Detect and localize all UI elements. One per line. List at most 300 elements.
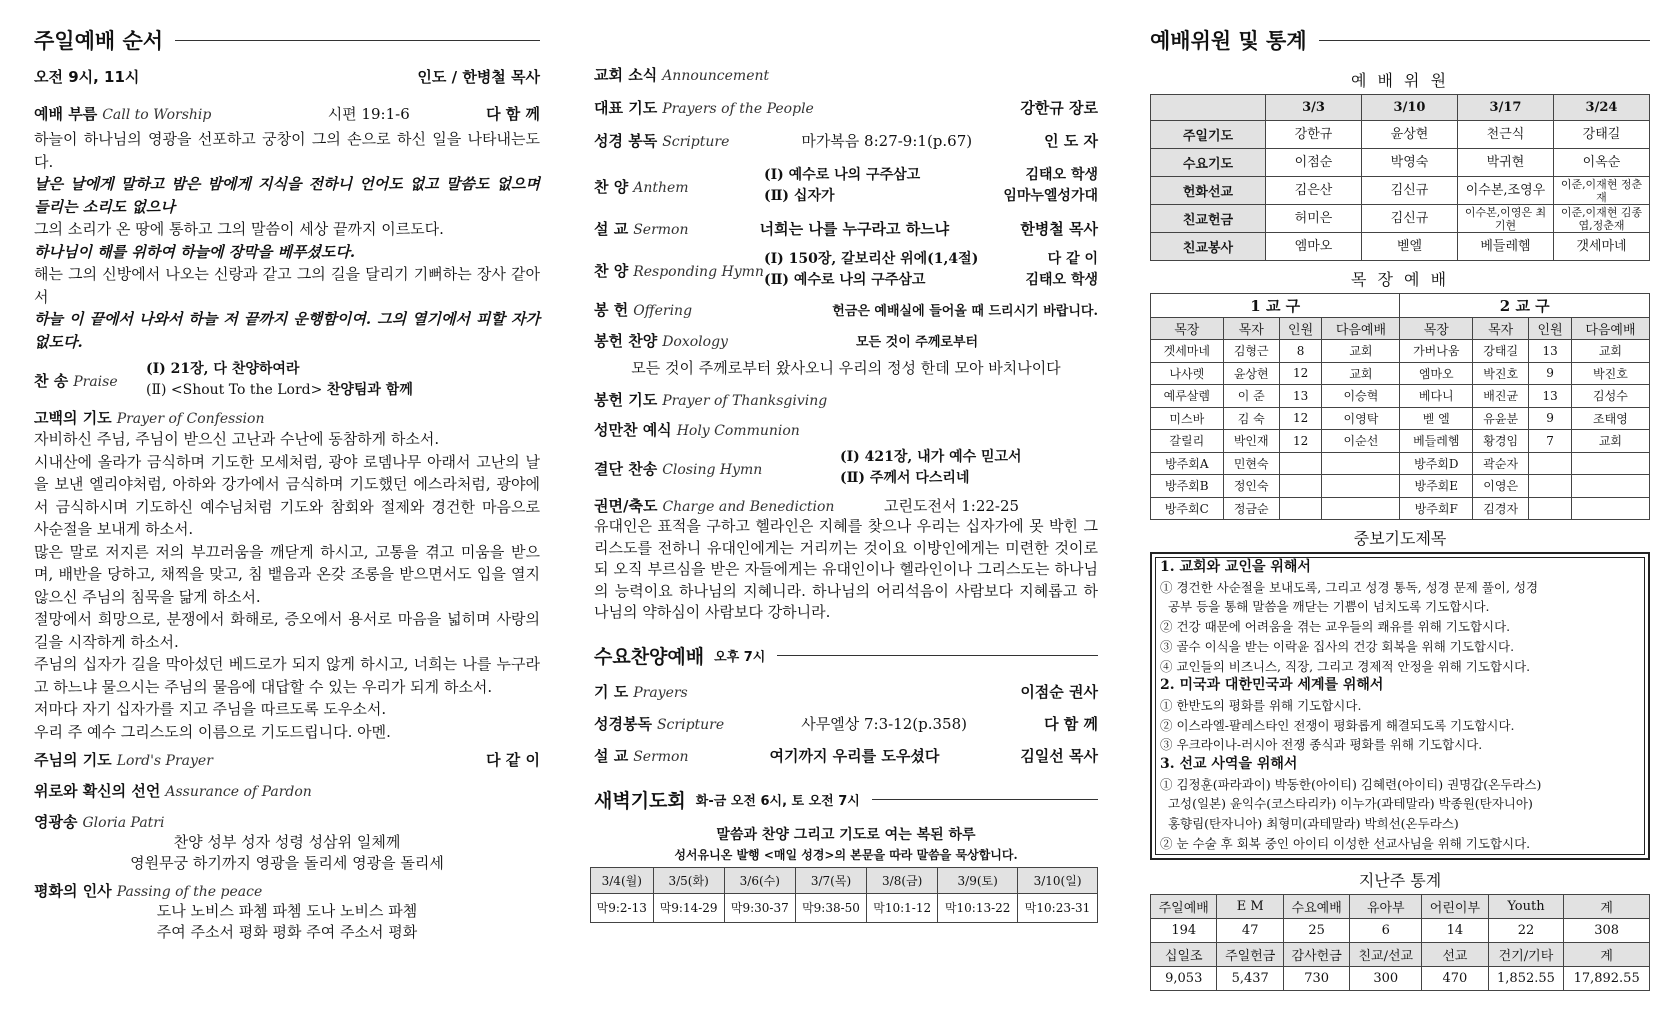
cell-value bbox=[1529, 475, 1572, 498]
cell-value: 방주회D bbox=[1400, 452, 1473, 475]
lords-who: 다 같 이 bbox=[486, 751, 540, 769]
scripture-who: 인 도 자 bbox=[1044, 132, 1098, 150]
prayer-line: ① 김정훈(파라과이) 박동한(아이티) 김혜련(아이티) 권명갑(온두라스) bbox=[1160, 776, 1542, 792]
closing-2: (Ⅱ) 주께서 다스리네 bbox=[840, 470, 970, 486]
offering-en: Offering bbox=[633, 302, 693, 319]
cell-row bbox=[1151, 430, 1650, 453]
prayer-line: 공부 등을 통해 말씀을 깨닫는 기쁨이 넘치도록 기도합시다. bbox=[1160, 599, 1490, 615]
dawn-heading-text: 새벽기도회 bbox=[594, 790, 686, 812]
committee-row bbox=[1151, 177, 1650, 205]
closing-label: 결단 찬송 bbox=[594, 459, 658, 478]
stats-value: 194 bbox=[1151, 918, 1217, 942]
gloria-text bbox=[34, 832, 540, 874]
cell-value: 나사렛 bbox=[1151, 362, 1224, 385]
dawn-day: 3/10(일) bbox=[1018, 867, 1098, 893]
thanks-label: 봉헌 기도 bbox=[594, 391, 658, 409]
anthem-en: Anthem bbox=[633, 179, 689, 196]
committee-role: 친교헌금 bbox=[1151, 205, 1266, 233]
committee-row bbox=[1151, 205, 1650, 233]
confession-prayer-text bbox=[34, 428, 540, 743]
cell-value: 12 bbox=[1279, 430, 1322, 453]
cell-value: 정인숙 bbox=[1223, 475, 1279, 498]
prayer-line: ③ 우크라이나-러시아 전쟁 종식과 평화를 위해 기도합시다. bbox=[1160, 737, 1483, 753]
wed-sermon-en: Sermon bbox=[633, 749, 689, 765]
cell-value: 9 bbox=[1529, 362, 1572, 385]
dawn-day: 3/9(토) bbox=[938, 867, 1018, 893]
committee-name: 김신규 bbox=[1362, 205, 1458, 233]
dawn-ref: 막10:13-22 bbox=[938, 893, 1018, 922]
cell-value: 박진호 bbox=[1473, 362, 1529, 385]
cell-value: 유윤분 bbox=[1473, 407, 1529, 430]
cell-value: 7 bbox=[1529, 430, 1572, 453]
cell-row bbox=[1151, 340, 1650, 363]
service-time-row bbox=[34, 66, 540, 87]
committee-date: 3/3 bbox=[1266, 95, 1362, 121]
psalm-verse: 그의 소리가 온 땅에 통하고 그의 말씀이 세상 끝까지 이르도다. bbox=[34, 220, 444, 238]
committee-name: 박영숙 bbox=[1362, 149, 1458, 177]
wed-prayer-en: Prayers bbox=[633, 685, 688, 701]
cell-value: 베다니 bbox=[1400, 385, 1473, 408]
cell-value: 이순선 bbox=[1322, 430, 1400, 453]
committee-date: 3/17 bbox=[1458, 95, 1554, 121]
resp-1: (Ⅰ) 150장, 갈보리산 위에(1,4절) bbox=[764, 251, 979, 267]
stats-header: 감사헌금 bbox=[1283, 942, 1349, 966]
dawn-day: 3/7(목) bbox=[795, 867, 866, 893]
committee-and-stats-column bbox=[1150, 20, 1650, 991]
committee-name: 이준,이재현 정춘재 bbox=[1554, 177, 1650, 205]
committee-name: 이점순 bbox=[1266, 149, 1362, 177]
cell-value: 가버나움 bbox=[1400, 340, 1473, 363]
assurance-label: 위로와 확신의 선언 bbox=[34, 782, 161, 800]
praise-team: 찬양팀과 함께 bbox=[326, 382, 413, 398]
wed-scripture-ref: 사무엘상 7:3-12(p.358) bbox=[801, 715, 967, 733]
doxology-label: 봉헌 찬양 bbox=[594, 331, 658, 350]
closing-hymn-row bbox=[594, 445, 1098, 491]
cell-value: 강태길 bbox=[1473, 340, 1529, 363]
cell-header-row bbox=[1151, 318, 1650, 340]
committee-name: 윤상현 bbox=[1362, 121, 1458, 149]
committee-date: 3/24 bbox=[1554, 95, 1650, 121]
prayer-line: 3. 선교 사역을 위해서 bbox=[1160, 756, 1298, 773]
passing-peace bbox=[34, 880, 540, 901]
dawn-ref: 막10:23-31 bbox=[1018, 893, 1098, 922]
stats-header: 건기/기타 bbox=[1488, 942, 1564, 966]
wed-time: 오후 7시 bbox=[714, 650, 766, 665]
district-2: 2 교 구 bbox=[1400, 294, 1650, 318]
committee-role: 수요기도 bbox=[1151, 149, 1266, 177]
peace-en: Passing of the peace bbox=[116, 884, 263, 900]
cell-value: 김경자 bbox=[1473, 497, 1529, 520]
committee-row bbox=[1151, 121, 1650, 149]
stats-value: 9,053 bbox=[1151, 966, 1217, 990]
doxology-title: 모든 것이 주께로부터 bbox=[856, 334, 979, 350]
peace-line-2: 주여 주소서 평화 평화 주여 주소서 평화 bbox=[156, 923, 418, 941]
scripture-row bbox=[594, 130, 1098, 163]
responding-hymn-row bbox=[594, 247, 1098, 293]
cell-col-header: 목자 bbox=[1473, 318, 1529, 340]
committee-role: 친교봉사 bbox=[1151, 233, 1266, 261]
dawn-day: 3/6(수) bbox=[724, 867, 795, 893]
stats-title: 지난주 통계 bbox=[1358, 870, 1442, 890]
dawn-ref: 막10:1-12 bbox=[867, 893, 938, 922]
cell-col-header: 인원 bbox=[1529, 318, 1572, 340]
committee-rule bbox=[1319, 40, 1650, 41]
committee-row bbox=[1151, 233, 1650, 261]
service-leader: 인도 / 한병철 목사 bbox=[417, 68, 540, 86]
committee-table bbox=[1150, 94, 1650, 261]
confession-paragraph: 저마다 자기 십자가를 지고 주님을 따르도록 도우소서. bbox=[34, 700, 387, 718]
stats-header-row bbox=[1151, 942, 1650, 966]
stats-header: Youth bbox=[1488, 894, 1564, 918]
prayer-line: 고성(일본) 윤익수(코스타리카) 이누가(과테말라) 박종원(탄자니아) bbox=[1160, 796, 1533, 812]
dawn-rule bbox=[872, 799, 1098, 800]
confession-header bbox=[34, 407, 540, 428]
doxology-en: Doxology bbox=[662, 333, 728, 350]
cell-value: 12 bbox=[1279, 362, 1322, 385]
cell-row bbox=[1151, 385, 1650, 408]
stats-value: 6 bbox=[1350, 918, 1422, 942]
offering-label: 봉 헌 bbox=[594, 300, 629, 319]
confession-paragraph: 절망에서 희망으로, 분쟁에서 화해로, 증오에서 용서로 마음을 넓히며 사랑의 길을 시작하게 하소서. bbox=[34, 610, 540, 651]
cell-value: 황경임 bbox=[1473, 430, 1529, 453]
cell-worship-title: 목 장 예 배 bbox=[1350, 270, 1450, 289]
wed-prayer-row bbox=[594, 676, 1098, 708]
cell-value: 예루살렘 bbox=[1151, 385, 1224, 408]
dawn-ref: 막9:38-50 bbox=[795, 893, 866, 922]
call-ref: 시편 19:1-6 bbox=[327, 105, 410, 123]
cell-value: 윤상현 bbox=[1223, 362, 1279, 385]
committee-name: 강한규 bbox=[1266, 121, 1362, 149]
news-label: 교회 소식 bbox=[594, 66, 658, 84]
cell-value: 이영탁 bbox=[1322, 407, 1400, 430]
cell-value: 갈릴리 bbox=[1151, 430, 1224, 453]
stats-value: 300 bbox=[1350, 966, 1422, 990]
stats-header: 십일조 bbox=[1151, 942, 1217, 966]
sermon-en: Sermon bbox=[633, 221, 689, 238]
bene-label: 권면/축도 bbox=[594, 497, 658, 515]
stats-value-row bbox=[1151, 918, 1650, 942]
gloria-label: 영광송 bbox=[34, 813, 78, 831]
committee-name: 이수본,이영은 최기현 bbox=[1458, 205, 1554, 233]
wed-rule bbox=[777, 655, 1098, 656]
cell-col-header: 다음예배 bbox=[1571, 318, 1649, 340]
wed-sermon-who: 김일선 목사 bbox=[1020, 747, 1098, 765]
dawn-reading-table bbox=[590, 867, 1098, 923]
stats-value: 25 bbox=[1283, 918, 1349, 942]
cell-value: 김 숙 bbox=[1223, 407, 1279, 430]
psalm-responsive-reading bbox=[34, 128, 540, 353]
doxology-row bbox=[594, 325, 1098, 355]
committee-name: 이수본,조영우 bbox=[1458, 177, 1554, 205]
peace-text bbox=[34, 901, 540, 943]
benediction-text: 유대인은 표적을 구하고 헬라인은 지혜를 찾으나 우리는 십자가에 못 박힌 그리스도를 전하니 유대인에게는 거리끼는 것이요 이방인에게는 미련한 것이로되 오직 부르심을 받은 자들에게는 유대인이나 헬라인이나 그리스도는 하나님의 능력이요 하나님의 지혜니라. 하나님의 어리석음이 사람보다 지혜롭고 하나님의 약하심이 사람보다 강하니라. bbox=[594, 517, 1098, 621]
cell-value bbox=[1322, 452, 1400, 475]
stats-value: 47 bbox=[1217, 918, 1283, 942]
resp-label: 찬 양 bbox=[594, 261, 629, 280]
dawn-subtitle-1: 말씀과 찬양 그리고 기도로 여는 복된 하루 bbox=[716, 826, 976, 843]
lords-label: 주님의 기도 bbox=[34, 751, 112, 769]
cell-value: 베들레헴 bbox=[1400, 430, 1473, 453]
psalm-verse: 하나님이 해를 위하여 하늘에 장막을 베푸셨도다. bbox=[34, 242, 356, 261]
anthem-2: (Ⅱ) 십자가 bbox=[764, 188, 835, 204]
rep-who: 강한규 장로 bbox=[1020, 99, 1098, 117]
cell-value: 김성수 bbox=[1571, 385, 1649, 408]
committee-name: 김신규 bbox=[1362, 177, 1458, 205]
wed-scripture-en: Scripture bbox=[656, 717, 725, 733]
cell-value bbox=[1571, 475, 1649, 498]
dawn-day-row bbox=[591, 867, 1098, 893]
cell-row bbox=[1151, 407, 1650, 430]
cell-value: 13 bbox=[1529, 340, 1572, 363]
cell-value bbox=[1279, 475, 1322, 498]
dawn-prayer-heading bbox=[594, 780, 1098, 820]
confession-paragraph: 자비하신 주님, 주님이 받으신 고난과 수난에 동참하게 하소서. bbox=[34, 430, 440, 448]
peace-line-1: 도나 노비스 파쳄 파쳄 도나 노비스 파쳄 bbox=[156, 902, 418, 920]
scripture-ref: 마가복음 8:27-9:1(p.67) bbox=[801, 132, 973, 150]
stats-header: 주일헌금 bbox=[1217, 942, 1283, 966]
dawn-ref-row bbox=[591, 893, 1098, 922]
cell-value: 방주회F bbox=[1400, 497, 1473, 520]
call-who: 다 함 께 bbox=[486, 105, 540, 123]
wed-sermon-label: 설 교 bbox=[594, 747, 629, 765]
lords-prayer-row bbox=[34, 749, 540, 770]
anthem-label: 찬 양 bbox=[594, 177, 629, 196]
committee-role: 헌화선교 bbox=[1151, 177, 1266, 205]
gloria-line-1: 찬양 성부 성자 성령 성삼위 일체께 bbox=[173, 833, 401, 851]
praise-label: 찬 송 bbox=[34, 371, 69, 390]
cell-col-header: 목장 bbox=[1400, 318, 1473, 340]
cell-col-header: 목자 bbox=[1223, 318, 1279, 340]
cell-value: 교회 bbox=[1571, 340, 1649, 363]
cell-value: 교회 bbox=[1571, 430, 1649, 453]
confession-en: Prayer of Confession bbox=[116, 411, 265, 427]
scripture-en: Scripture bbox=[662, 134, 730, 150]
committee-name: 엠마오 bbox=[1266, 233, 1362, 261]
wed-prayer-label: 기 도 bbox=[594, 683, 629, 701]
gloria-en: Gloria Patri bbox=[82, 815, 165, 831]
dawn-ref: 막9:30-37 bbox=[724, 893, 795, 922]
assurance-en: Assurance of Pardon bbox=[165, 784, 312, 800]
benediction-row bbox=[594, 495, 1098, 516]
cell-value: 겟세마네 bbox=[1151, 340, 1224, 363]
stats-value-row bbox=[1151, 966, 1650, 990]
confession-label: 고백의 기도 bbox=[34, 409, 112, 427]
cell-value: 김형근 bbox=[1223, 340, 1279, 363]
committee-row bbox=[1151, 149, 1650, 177]
call-label: 예배 부름 bbox=[34, 105, 98, 123]
cell-value: 박인재 bbox=[1223, 430, 1279, 453]
anthem-1: (Ⅰ) 예수로 나의 구주삼고 bbox=[764, 167, 921, 183]
cell-row bbox=[1151, 475, 1650, 498]
stats-value: 17,892.55 bbox=[1564, 966, 1650, 990]
wed-scripture-who: 다 함 께 bbox=[1044, 715, 1098, 733]
praise-row bbox=[34, 359, 540, 401]
cell-value bbox=[1322, 497, 1400, 520]
cell-value: 민현숙 bbox=[1223, 452, 1279, 475]
stats-value: 730 bbox=[1283, 966, 1349, 990]
wed-prayer-who: 이점순 권사 bbox=[1020, 683, 1098, 701]
stats-value: 470 bbox=[1422, 966, 1488, 990]
order-of-worship-continued bbox=[594, 64, 1098, 923]
dawn-ref: 막9:14-29 bbox=[653, 893, 724, 922]
section-heading-sunday-worship: 주일예배 순서 bbox=[34, 20, 540, 60]
prayer-line: ① 경건한 사순절을 보내도록, 그리고 성경 통독, 성경 문제 풀이, 성경 bbox=[1160, 579, 1539, 595]
heading-rule bbox=[175, 40, 540, 41]
prayer-line: 2. 미국과 대한민국과 세계를 위해서 bbox=[1160, 677, 1384, 694]
district-1: 1 교 구 bbox=[1151, 294, 1400, 318]
committee-name: 김은산 bbox=[1266, 177, 1362, 205]
confession-paragraph: 우리 주 예수 그리스도의 이름으로 기도드립니다. 아멘. bbox=[34, 722, 391, 741]
cell-col-header: 인원 bbox=[1279, 318, 1322, 340]
cell-row bbox=[1151, 362, 1650, 385]
committee-name: 이준,이재현 김종엽,정춘재 bbox=[1554, 205, 1650, 233]
wednesday-heading bbox=[594, 636, 1098, 676]
lords-en: Lord's Prayer bbox=[116, 753, 213, 769]
prayer-line: ② 눈 수술 후 회복 중인 아이티 이성한 선교사님을 위해 기도합시다. bbox=[1160, 835, 1531, 851]
rep-label: 대표 기도 bbox=[594, 99, 658, 117]
dawn-day: 3/4(월) bbox=[591, 867, 654, 893]
cell-value bbox=[1529, 452, 1572, 475]
communion-en: Holy Communion bbox=[676, 423, 800, 439]
sermon-row bbox=[594, 209, 1098, 247]
cell-value bbox=[1279, 452, 1322, 475]
dawn-time: 화-금 오전 6시, 토 오전 7시 bbox=[695, 794, 860, 809]
cell-value: 정금순 bbox=[1223, 497, 1279, 520]
psalm-verse: 하늘이 하나님의 영광을 선포하고 궁창이 그의 손으로 하신 일을 나타내는도다. bbox=[34, 130, 540, 171]
resp-2: (Ⅱ) 예수로 나의 구주삼고 bbox=[764, 272, 926, 288]
bene-en: Charge and Benediction bbox=[662, 499, 835, 515]
news-en: Announcement bbox=[662, 68, 770, 84]
stats-header: 수요예배 bbox=[1283, 894, 1349, 918]
committee-name: 이옥순 bbox=[1554, 149, 1650, 177]
praise-en: Praise bbox=[73, 373, 118, 390]
psalm-verse: 해는 그의 신방에서 나오는 신랑과 같고 그의 길을 달리기 기뻐하는 장사 같아서 bbox=[34, 265, 540, 306]
bene-ref: 고린도전서 1:22-25 bbox=[884, 497, 1020, 515]
committee-name: 허미은 bbox=[1266, 205, 1362, 233]
praise-hymn-2: (Ⅱ) <Shout To the Lord> bbox=[146, 382, 323, 398]
gloria-patri bbox=[34, 811, 540, 832]
cell-value: 벧 엘 bbox=[1400, 407, 1473, 430]
committee-date: 3/10 bbox=[1362, 95, 1458, 121]
committee-role: 주일기도 bbox=[1151, 121, 1266, 149]
cell-value: 교회 bbox=[1322, 362, 1400, 385]
resp-who-2: 김태오 학생 bbox=[1025, 272, 1098, 288]
dawn-ref: 막9:2-13 bbox=[591, 893, 654, 922]
stats-value: 14 bbox=[1422, 918, 1488, 942]
prayer-line: ② 건강 때문에 어려움을 겪는 교우들의 쾌유를 위해 기도합시다. bbox=[1160, 619, 1511, 635]
sermon-title: 너희는 나를 누구라고 하느냐 bbox=[759, 219, 950, 238]
prayer-line: ② 이스라엘-팔레스타인 전쟁이 평화롭게 해결되도록 기도합시다. bbox=[1160, 717, 1515, 733]
psalm-verse: 날은 날에게 말하고 밤은 밤에게 지식을 전하니 언어도 없고 말씀도 없으며 들리는 소리도 없으나 bbox=[34, 175, 540, 216]
cell-value: 곽순자 bbox=[1473, 452, 1529, 475]
committee-header-row bbox=[1151, 95, 1650, 121]
praise-hymn-1: (Ⅰ) 21장, 다 찬양하여라 bbox=[146, 361, 300, 377]
prayer-line: ③ 골수 이식을 받는 이락윤 집사의 건강 회복을 위해 기도합시다. bbox=[1160, 638, 1515, 654]
prayer-line: 1. 교회와 교인을 위해서 bbox=[1160, 559, 1311, 575]
order-of-worship-column bbox=[34, 20, 540, 943]
communion-row bbox=[594, 415, 1098, 445]
cell-col-header: 목장 bbox=[1151, 318, 1224, 340]
prayer-line: 홍향림(탄자니아) 최형미(과테말라) 박희선(온두라스) bbox=[1160, 816, 1459, 832]
committee-name: 천근식 bbox=[1458, 121, 1554, 149]
representative-prayer bbox=[594, 97, 1098, 130]
stats-header: 친교/선교 bbox=[1350, 942, 1422, 966]
committee-heading-text: 예배위원 및 통계 bbox=[1150, 29, 1307, 53]
call-en: Call to Worship bbox=[102, 107, 212, 123]
cell-value: 방주회B bbox=[1151, 475, 1224, 498]
wed-sermon-title: 여기까지 우리를 도우셨다 bbox=[769, 747, 940, 765]
stats-header: 계 bbox=[1564, 942, 1650, 966]
cell-value: 박진호 bbox=[1571, 362, 1649, 385]
cell-value: 12 bbox=[1279, 407, 1322, 430]
cell-value: 이영은 bbox=[1473, 475, 1529, 498]
wed-scripture-label: 성경봉독 bbox=[594, 715, 652, 733]
cell-value: 방주회E bbox=[1400, 475, 1473, 498]
confession-paragraph: 주님의 십자가 길을 막아섰던 베드로가 되지 않게 하시고, 너희는 나를 누구라고 하느냐 물으시는 주님의 물음에 대답할 수 있는 우리가 되게 하소서. bbox=[34, 655, 540, 696]
cell-value bbox=[1571, 497, 1649, 520]
offering-row bbox=[594, 293, 1098, 325]
stats-value: 22 bbox=[1488, 918, 1564, 942]
cell-value: 조태영 bbox=[1571, 407, 1649, 430]
sermon-label: 설 교 bbox=[594, 219, 629, 238]
dawn-day: 3/5(화) bbox=[653, 867, 724, 893]
committee-corner bbox=[1151, 95, 1266, 121]
scripture-label: 성경 봉독 bbox=[594, 132, 658, 150]
committee-name: 갯세마네 bbox=[1554, 233, 1650, 261]
committee-name: 박귀현 bbox=[1458, 149, 1554, 177]
stats-header: 주일예배 bbox=[1151, 894, 1217, 918]
stats-value: 308 bbox=[1564, 918, 1650, 942]
confession-paragraph: 많은 말로 저지른 저의 부끄러움을 깨닫게 하시고, 고통을 겪고 미움을 받으며, 배반을 당하고, 채찍을 맞고, 침 뱉음과 온갖 조롱을 받으면서도 입을 열지 않으신 주님의 침묵을 닮게 하소서. bbox=[34, 542, 540, 606]
stats-header-row bbox=[1151, 894, 1650, 918]
prayer-line: ④ 교인들의 비즈니스, 직장, 그리고 경제적 안정을 위해 기도합시다. bbox=[1160, 658, 1531, 674]
cell-col-header: 다음예배 bbox=[1322, 318, 1400, 340]
stats-value: 5,437 bbox=[1217, 966, 1283, 990]
assurance-row bbox=[34, 780, 540, 801]
cell-row bbox=[1151, 452, 1650, 475]
cell-value: 교회 bbox=[1322, 340, 1400, 363]
section-heading-committee bbox=[1150, 20, 1650, 60]
stats-header: E M bbox=[1217, 894, 1283, 918]
cell-value: 8 bbox=[1279, 340, 1322, 363]
cell-value bbox=[1571, 452, 1649, 475]
thanks-en: Prayer of Thanksgiving bbox=[662, 393, 828, 409]
dawn-day: 3/8(금) bbox=[867, 867, 938, 893]
stats-table bbox=[1150, 894, 1650, 991]
stats-header: 계 bbox=[1564, 894, 1650, 918]
cell-worship-table bbox=[1150, 293, 1650, 520]
cell-value: 13 bbox=[1279, 385, 1322, 408]
cell-value: 방주회A bbox=[1151, 452, 1224, 475]
stats-header: 어린이부 bbox=[1422, 894, 1488, 918]
closing-1: (Ⅰ) 421장, 내가 예수 믿고서 bbox=[840, 449, 1022, 465]
doxology-text: 모든 것이 주께로부터 왔사오니 우리의 정성 한데 모아 바치나이다 bbox=[631, 359, 1061, 377]
cell-group-row bbox=[1151, 294, 1650, 318]
peace-label: 평화의 인사 bbox=[34, 882, 112, 900]
cell-value: 9 bbox=[1529, 407, 1572, 430]
resp-who-1: 다 같 이 bbox=[1047, 251, 1098, 267]
call-to-worship bbox=[34, 103, 540, 124]
wed-scripture-row bbox=[594, 708, 1098, 740]
stats-value: 1,852.55 bbox=[1488, 966, 1564, 990]
announcement-row bbox=[594, 64, 1098, 97]
anthem-who-1: 김태오 학생 bbox=[1025, 167, 1098, 183]
thanksgiving-row bbox=[594, 383, 1098, 415]
cell-value bbox=[1322, 475, 1400, 498]
committee-name: 벧엘 bbox=[1362, 233, 1458, 261]
committee-title: 예 배 위 원 bbox=[1350, 71, 1450, 90]
committee-name: 베들레헴 bbox=[1458, 233, 1554, 261]
